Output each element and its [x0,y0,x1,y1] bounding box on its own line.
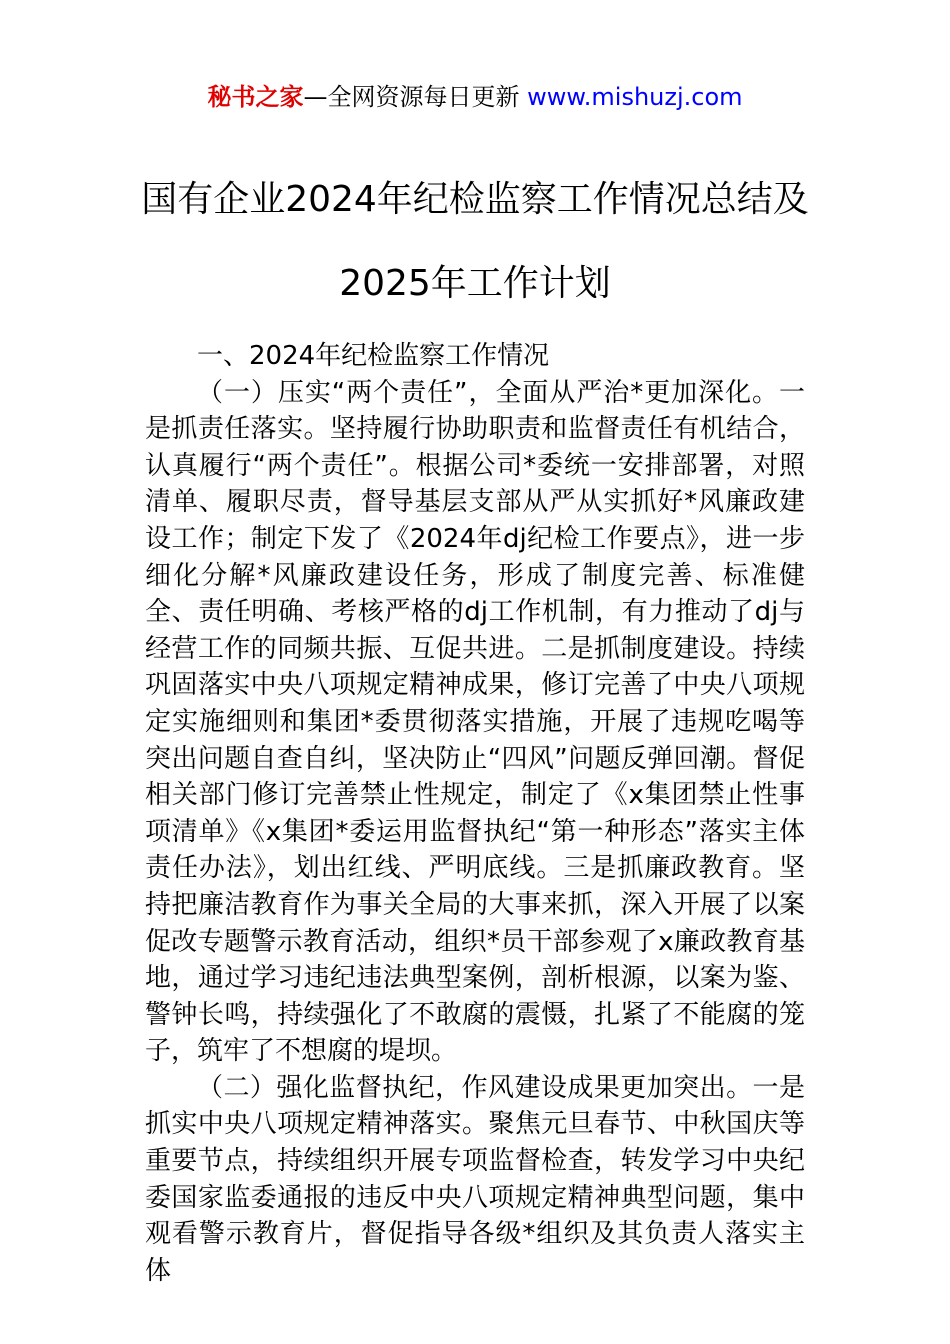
document-title [100,158,850,326]
document-body [145,338,805,1289]
body-paragraph-1: （一）压实“两个责任”，全面从严治*更加深化。一是抓责任落实。坚持履行协助职责和监督责任有机结合，认真履行“两个责任”。根据公司*委统一安排部署，对照清单、履职尽责，督导基层支部从严从实抓好*风廉政建设工作；制定下发了《2024年dj纪检工作要点》，进一步细化分解*风廉政建设任务，形成了制度完善、标准健全、责任明确、考核严格的dj工作机制，有力推动了dj与经营工作的同频共振、互促共进。二是抓制度建设。持续巩固落实中央八项规定精神成果，修订完善了中央八项规定实施细则和集团*委贯彻落实措施，开展了违规吃喝等突出问题自查自纠，坚决防止“四风”问题反弹回潮。督促相关部门修订完善禁止性规定，制定了《x集团禁止性事项清单》《x集团*委运用监督执纪“第一种形态”落实主体责任办法》，划出红线、严明底线。三是抓廉政教育。坚持把廉洁教育作为事关全局的大事来抓，深入开展了以案促改专题警示教育活动，组织*员干部参观了x廉政教育基地，通过学习违纪违法典型案例，剖析根源，以案为鉴、警钟长鸣，持续强化了不敢腐的震慑，扎紧了不能腐的笼子，筑牢了不想腐的堤坝。 [145,377,805,1067]
site-url-link[interactable]: www.mishuzj.com [527,83,743,111]
document-title-line-2: 2025年工作计划 [339,263,611,304]
site-brand: 秘书之家 [207,83,304,111]
body-paragraph-2: （二）强化监督执纪，作风建设成果更加突出。一是抓实中央八项规定精神落实。聚焦元旦春节、中秋国庆等重要节点，持续组织开展专项监督检查，转发学习中央纪委国家监委通报的违反中央八项规定精神典型问题，集中观看警示教育片，督促指导各级*组织及其负责人落实主体 [145,1072,805,1286]
site-header [0,80,950,114]
document-title-line-1: 国有企业2024年纪检监察工作情况总结及 [141,179,809,220]
section-heading: 一、2024年纪检监察工作情况 [197,341,550,371]
site-tagline: —全网资源每日更新 [303,83,528,111]
